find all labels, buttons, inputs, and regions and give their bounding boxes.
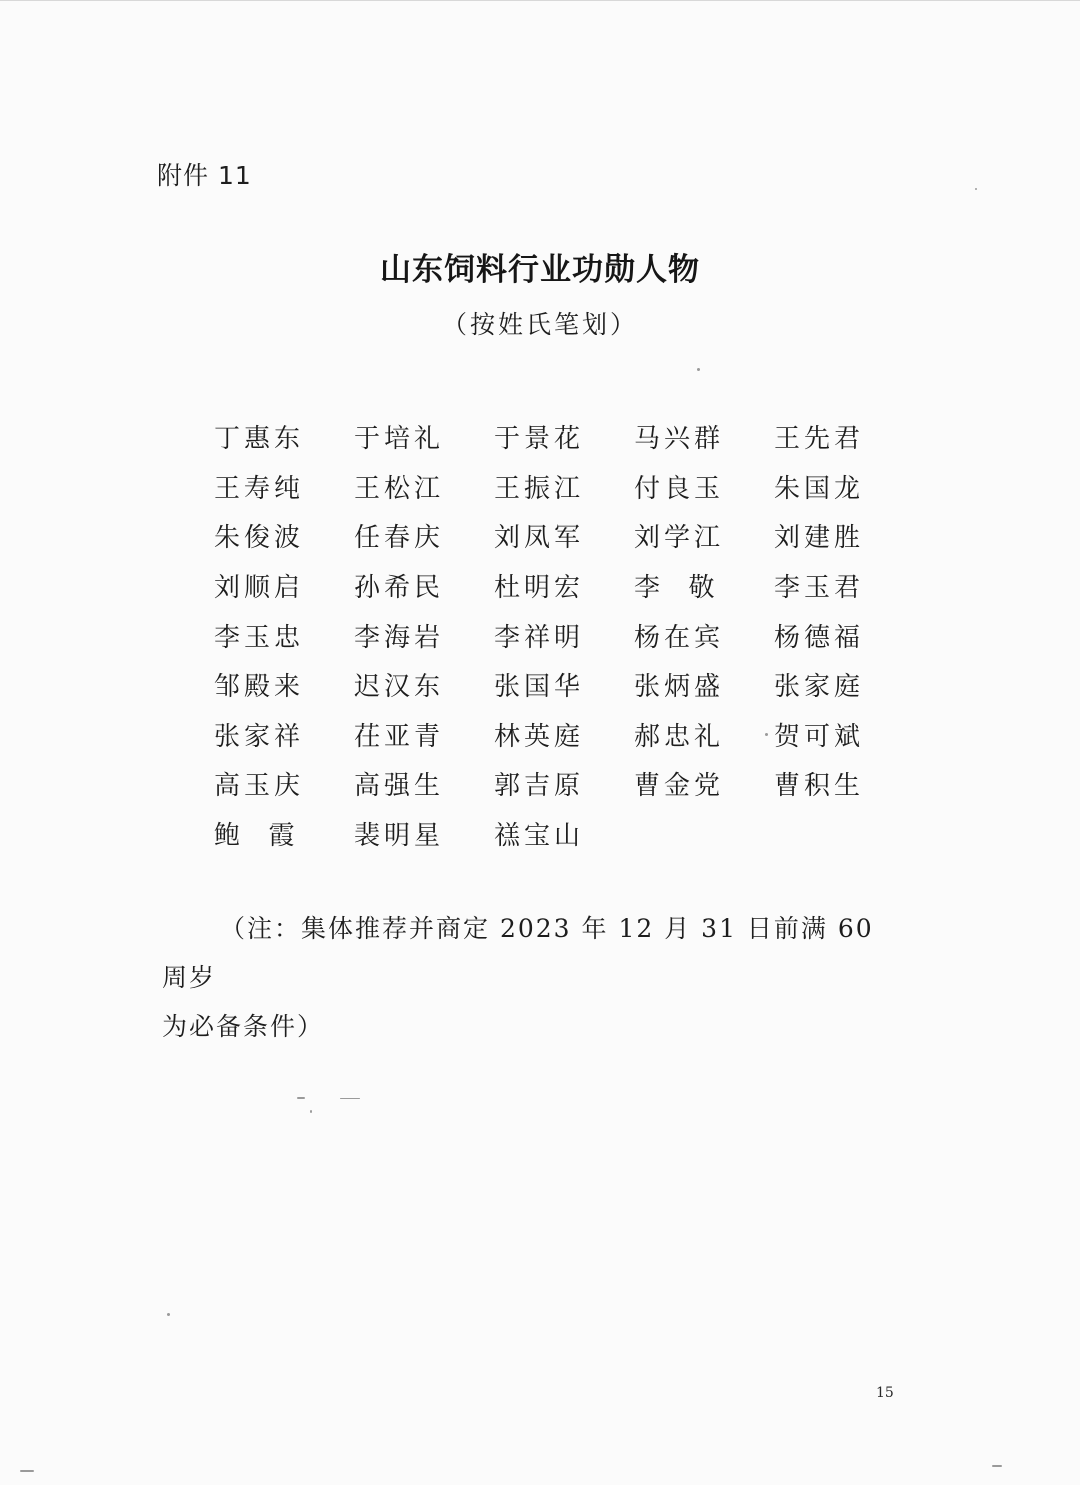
name-cell: 李海岩 [354,622,445,653]
name-cell: 杨德福 [774,622,865,653]
scan-speck [310,1110,312,1113]
names-row [214,511,914,561]
name-cell: 裴明星 [354,821,445,852]
name-cell: 李 敬 [634,573,719,604]
name-cell: 任春庆 [354,523,445,554]
name-cell: 张家庭 [774,672,865,703]
name-cell: 李玉君 [774,573,865,604]
document-title: 山东饲料行业功勋人物 [380,252,700,288]
attachment-label: 附件 11 [157,161,252,190]
name-cell: 高强生 [354,771,445,802]
name-cell: 邹殿来 [214,672,305,703]
name-cell: 郝忠礼 [634,721,725,752]
name-cell: 王寿纯 [214,473,305,504]
names-row [214,809,914,859]
name-cell: 付良玉 [634,473,725,504]
name-cell: 马兴群 [634,424,725,455]
name-cell: 张家祥 [214,721,305,752]
name-cell: 丁惠东 [214,424,305,455]
scan-speck [975,188,977,190]
scan-speck [167,1313,170,1316]
name-cell: 曹积生 [774,771,865,802]
name-cell: 刘顺启 [214,573,305,604]
names-row [214,660,914,710]
scan-speck [297,1097,305,1099]
scan-speck [697,368,700,371]
name-cell: 王先君 [774,424,865,455]
name-cell: 曹金党 [634,771,725,802]
name-cell: 张国华 [494,672,585,703]
name-cell: 郭吉原 [494,771,585,802]
name-cell: 禚宝山 [494,821,585,852]
scan-speck [992,1465,1002,1467]
note-line-1 [162,904,902,1002]
eligibility-note [162,904,902,1051]
name-cell: 朱俊波 [214,523,305,554]
name-cell: 高玉庆 [214,771,305,802]
note-line-2: 为必备条件） [162,1012,325,1041]
name-cell: 张炳盛 [634,672,725,703]
name-cell: 迟汉东 [354,672,445,703]
name-cell: 王振江 [494,473,585,504]
name-cell: 王松江 [354,473,445,504]
document-subtitle: （按姓氏笔划） [441,310,638,339]
names-row [214,561,914,611]
name-cell: 刘学江 [634,523,725,554]
scan-speck [340,1098,360,1099]
page-top-edge [0,0,1080,1]
scan-speck [20,1470,34,1472]
names-row [214,610,914,660]
name-cell: 刘凤军 [494,523,585,554]
note-line-1-text: （注：集体推荐并商定 2023 年 12 月 31 日前满 60 周岁 [162,914,874,992]
name-cell: 贺可斌 [774,721,865,752]
name-cell: 杜明宏 [494,573,585,604]
name-cell: 于景花 [494,424,585,455]
page-number: 15 [876,1385,894,1401]
names-row [214,412,914,462]
names-row [214,462,914,512]
scan-speck [765,733,768,736]
names-grid [214,412,914,858]
name-cell: 朱国龙 [774,473,865,504]
names-row [214,759,914,809]
name-cell: 鲍 霞 [214,821,299,852]
name-cell: 李玉忠 [214,622,305,653]
names-row [214,710,914,760]
name-cell: 李祥明 [494,622,585,653]
name-cell: 孙希民 [354,573,445,604]
name-cell: 林英庭 [494,721,585,752]
name-cell: 于培礼 [354,424,445,455]
name-cell: 刘建胜 [774,523,865,554]
name-cell: 杨在宾 [634,622,725,653]
name-cell: 茌亚青 [354,721,445,752]
